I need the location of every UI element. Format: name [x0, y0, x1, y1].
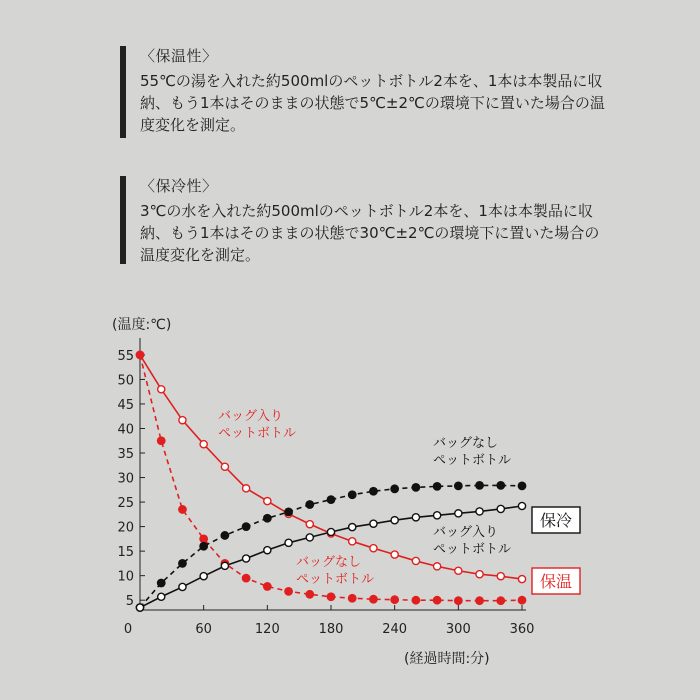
- data-point: [348, 490, 357, 499]
- x-tick-label: 180: [318, 622, 344, 637]
- data-point: [179, 417, 186, 424]
- y-tick-label: 55: [117, 348, 134, 364]
- data-point: [349, 538, 356, 545]
- data-point: [200, 441, 207, 448]
- data-point: [370, 520, 377, 527]
- data-point: [391, 517, 398, 524]
- data-point: [518, 596, 527, 605]
- data-point: [243, 485, 250, 492]
- data-point: [454, 481, 463, 490]
- data-point: [475, 481, 484, 490]
- data-point: [476, 571, 483, 578]
- data-point: [476, 508, 483, 515]
- data-point: [412, 557, 419, 564]
- data-point: [178, 559, 187, 568]
- data-point: [221, 463, 228, 470]
- data-point: [370, 545, 377, 552]
- data-point: [455, 567, 462, 574]
- data-point: [158, 593, 165, 600]
- data-point: [454, 596, 463, 605]
- x-tick-label: 120: [254, 622, 280, 637]
- series-label-line: ペットボトル: [218, 426, 297, 441]
- data-point: [433, 596, 442, 605]
- series-label-line: バッグ入り: [433, 525, 499, 540]
- data-point: [284, 507, 293, 516]
- data-point: [136, 604, 143, 611]
- data-point: [475, 596, 484, 605]
- y-tick-label: 45: [117, 397, 134, 413]
- series-label-line: バッグ入り: [218, 409, 284, 424]
- data-point: [434, 563, 441, 570]
- data-point: [242, 574, 251, 583]
- data-point: [264, 547, 271, 554]
- y-tick-label: 15: [117, 545, 134, 561]
- series-label-line: ペットボトル: [433, 542, 512, 557]
- series-label-line: バッグなし: [433, 436, 499, 451]
- warm-badge: 保温: [539, 572, 573, 591]
- data-point: [369, 487, 378, 496]
- data-point: [412, 514, 419, 521]
- data-point: [199, 542, 208, 551]
- data-point: [306, 534, 313, 541]
- data-point: [158, 386, 165, 393]
- insulation-description: 55℃の湯を入れた約500mlのペットボトル2本を、1本は本製品に収納、もう1本はそのままの状態で5℃±2℃の環境下に置いた場合の温度変化を測定。: [140, 72, 605, 134]
- data-point: [433, 482, 442, 491]
- y-tick-label: 35: [117, 447, 134, 463]
- data-point: [284, 587, 293, 596]
- data-point: [178, 505, 187, 514]
- cold-badge: 保冷: [539, 511, 573, 530]
- x-tick-label: 360: [509, 622, 535, 637]
- data-point: [263, 514, 272, 523]
- data-point: [157, 579, 166, 588]
- series-label: [433, 436, 511, 468]
- data-point: [200, 573, 207, 580]
- data-point: [518, 481, 527, 490]
- x-tick-label: 60: [195, 622, 212, 637]
- data-point: [242, 522, 251, 531]
- y-tick-label: 10: [117, 569, 134, 585]
- insulation-heading: 〈保温性〉: [140, 47, 218, 65]
- data-point: [327, 592, 336, 601]
- data-point: [221, 562, 228, 569]
- data-point: [518, 502, 525, 509]
- data-point: [264, 497, 271, 504]
- data-point: [179, 583, 186, 590]
- series-label: [218, 409, 296, 441]
- x-tick-label: 0: [123, 622, 133, 637]
- x-tick-label: 300: [445, 622, 471, 637]
- data-point: [305, 590, 314, 599]
- data-point: [306, 521, 313, 528]
- data-point: [369, 595, 378, 604]
- data-point: [411, 483, 420, 492]
- y-axis-label: (温度:℃): [112, 317, 172, 333]
- data-point: [455, 510, 462, 517]
- y-tick-label: 30: [117, 471, 134, 487]
- data-point: [390, 595, 399, 604]
- data-point: [243, 555, 250, 562]
- data-point: [220, 531, 229, 540]
- cooling-description: 3℃の水を入れた約500mlのペットボトル2本を、1本は本製品に収納、もう1本はそのままの状態で30℃±2℃の環境下に置いた場合の温度変化を測定。: [140, 202, 600, 264]
- series-label-line: バッグなし: [296, 555, 362, 570]
- data-point: [348, 594, 357, 603]
- series-label-line: ペットボトル: [296, 572, 375, 587]
- y-tick-label: 20: [117, 520, 134, 536]
- data-point: [327, 495, 336, 504]
- y-tick-label: 5: [125, 594, 134, 610]
- data-point: [390, 484, 399, 493]
- data-point: [263, 582, 272, 591]
- data-point: [497, 573, 504, 580]
- data-point: [518, 575, 525, 582]
- data-point: [496, 596, 505, 605]
- data-point: [496, 481, 505, 490]
- data-point: [136, 351, 145, 360]
- y-tick-label: 40: [117, 422, 134, 438]
- data-point: [157, 436, 166, 445]
- data-point: [285, 539, 292, 546]
- series-label-line: ペットボトル: [433, 453, 512, 468]
- x-axis-label: (経過時間:分): [404, 651, 490, 667]
- data-point: [327, 528, 334, 535]
- data-point: [305, 500, 314, 509]
- y-tick-label: 50: [117, 373, 134, 389]
- y-tick-label: 25: [117, 496, 134, 512]
- data-point: [411, 596, 420, 605]
- series-label: [296, 555, 374, 587]
- data-point: [391, 551, 398, 558]
- series-label: [433, 525, 511, 557]
- data-point: [434, 512, 441, 519]
- cooling-heading: 〈保冷性〉: [140, 177, 218, 195]
- data-point: [497, 505, 504, 512]
- x-tick-label: 240: [382, 622, 408, 637]
- data-point: [349, 523, 356, 530]
